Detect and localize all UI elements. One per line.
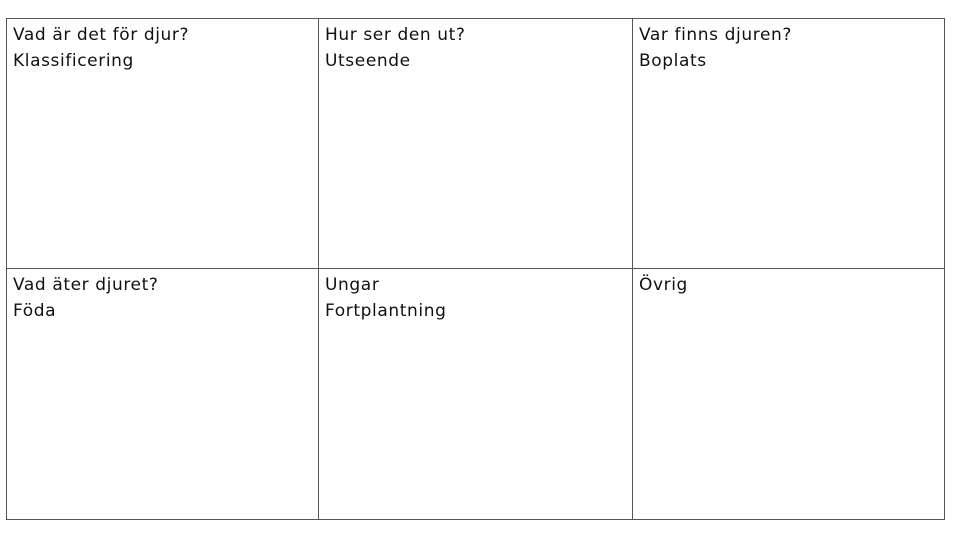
cell-question: Övrig [639,275,688,295]
cell-question: Ungar [325,275,380,295]
cell-topic: Klassificering [13,51,134,71]
cell-appearance [319,19,633,269]
cell-habitat [633,19,944,269]
cell-classification [7,19,319,269]
cell-question: Hur ser den ut? [325,25,466,45]
cell-topic: Föda [13,301,57,321]
cell-reproduction [319,269,633,519]
cell-topic: Boplats [639,51,707,71]
cell-question: Var finns djuren? [639,25,792,45]
cell-topic: Fortplantning [325,301,447,321]
cell-question: Vad är det för djur? [13,25,190,45]
cell-other [633,269,944,519]
worksheet-grid [6,18,945,520]
cell-food [7,269,319,519]
cell-question: Vad äter djuret? [13,275,159,295]
cell-topic: Utseende [325,51,411,71]
